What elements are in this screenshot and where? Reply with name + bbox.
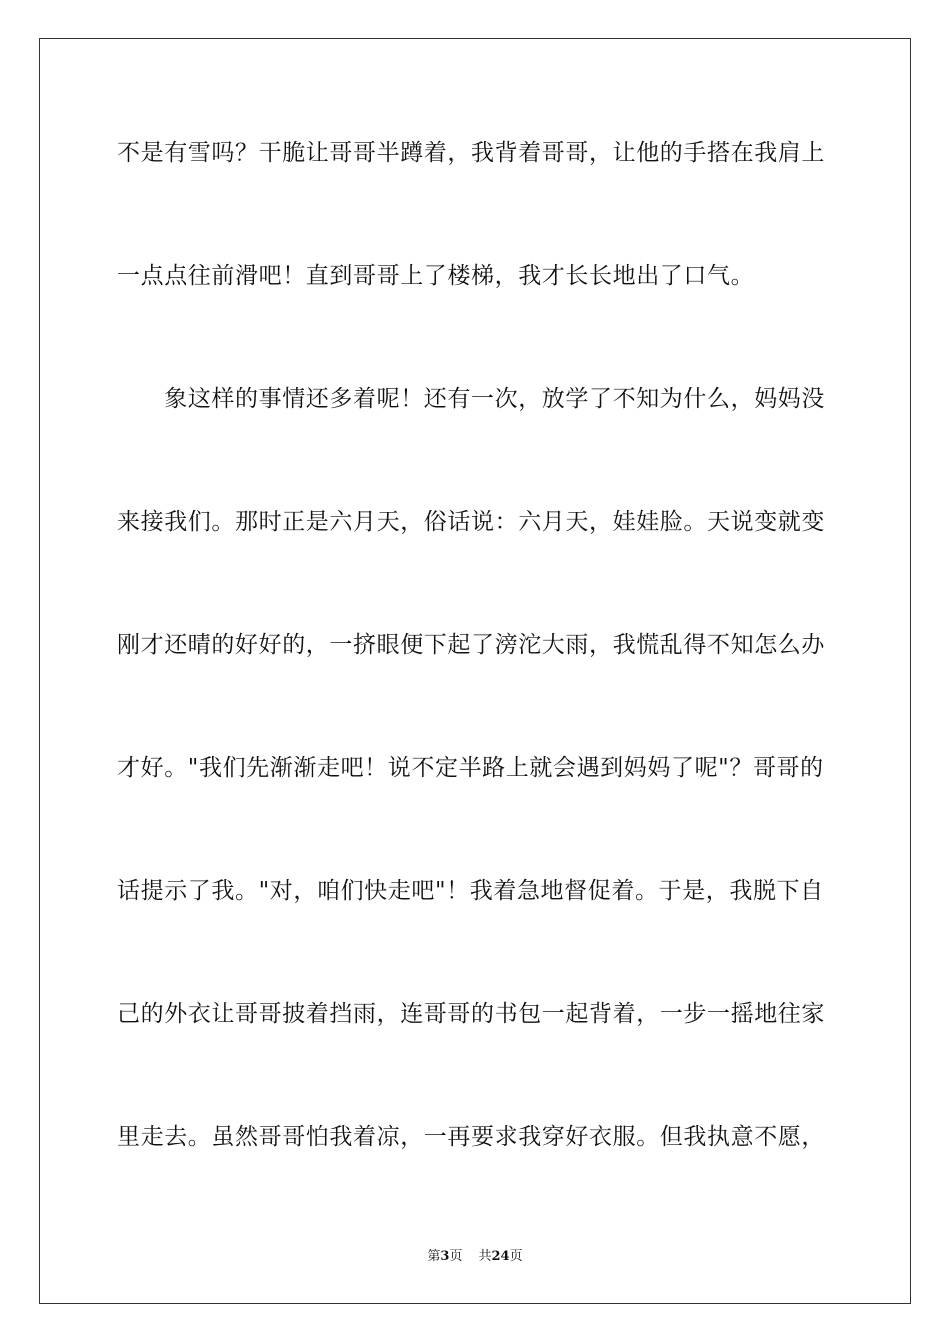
- page-number: 3: [440, 1249, 450, 1264]
- text-line-5: 刚才还晴的好好的，一挤眼便下起了滂沱大雨，我慌乱得不知怎么办: [117, 632, 825, 658]
- page-footer: [0, 1248, 950, 1266]
- text-line-8: 己的外衣让哥哥披着挡雨，连哥哥的书包一起背着，一步一摇地往家: [117, 1001, 825, 1027]
- total-prefix: 共: [478, 1249, 492, 1264]
- page-suffix: 页: [449, 1249, 463, 1264]
- page-prefix: 第: [427, 1249, 441, 1264]
- page-border: [39, 38, 911, 1304]
- text-line-7: 话提示了我。"对，咱们快走吧"！我着急地督促着。于是，我脱下自: [117, 878, 824, 904]
- text-line-1: 不是有雪吗？干脆让哥哥半蹲着，我背着哥哥，让他的手搭在我肩上: [117, 140, 825, 166]
- text-line-2: 一点点往前滑吧！直到哥哥上了楼梯，我才长长地出了口气。: [117, 263, 755, 289]
- total-suffix: 页: [509, 1249, 523, 1264]
- text-line-6: 才好。"我们先渐渐走吧！说不定半路上就会遇到妈妈了呢"？哥哥的: [117, 755, 824, 781]
- text-line-4: 来接我们。那时正是六月天，俗话说：六月天，娃娃脸。天说变就变: [117, 509, 825, 535]
- text-line-9: 里走去。虽然哥哥怕我着凉，一再要求我穿好衣服。但我执意不愿，: [117, 1124, 825, 1150]
- text-line-3: 象这样的事情还多着呢！还有一次，放学了不知为什么，妈妈没: [117, 386, 825, 412]
- total-pages: 24: [491, 1249, 510, 1264]
